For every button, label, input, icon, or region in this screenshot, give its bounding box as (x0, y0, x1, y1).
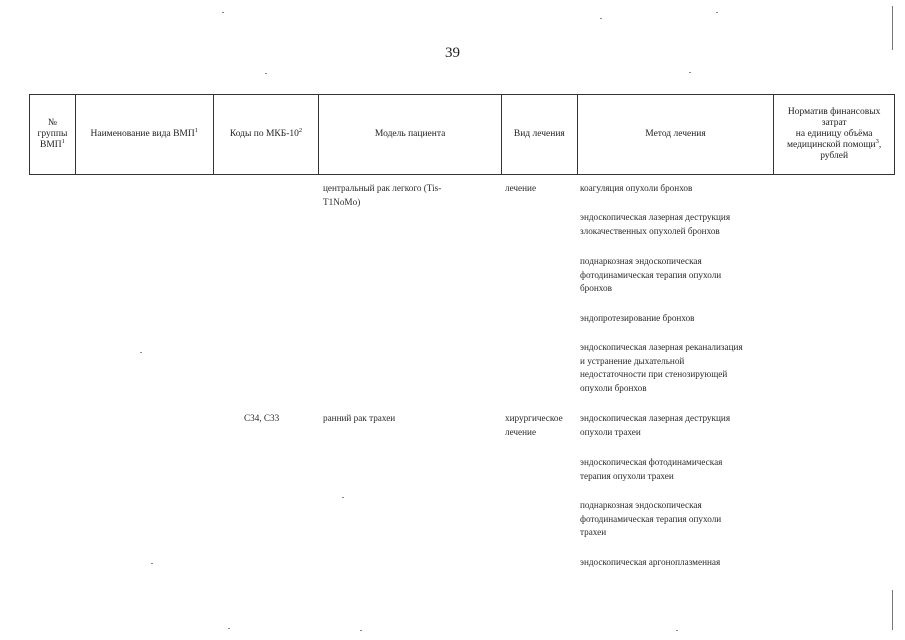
treatment-method-item: поднаркозная эндоскопическая фотодинамическая терапия опухоли трахеи (580, 500, 722, 537)
header-treatment-method: Метод лечения (578, 95, 775, 174)
treatment-method-item: эндоскопическая лазерная реканализация и устранение дыхательной недостаточности при стенозирующей опухоли бронхов (580, 342, 743, 393)
treatment-method-item: эндоскопическая аргоноплазменная (580, 557, 721, 567)
scan-speck (360, 630, 362, 631)
treatment-method-item: эндопротезирование бронхов (580, 313, 695, 323)
header-cost-standard: Норматив финансовых затрат на единицу объёма медицинской помощи$^3$, рублей (787, 107, 882, 161)
table-header (29, 94, 895, 175)
scan-speck (689, 72, 691, 73)
scan-speck (600, 18, 602, 19)
scan-speck (151, 563, 153, 564)
scan-speck (342, 497, 344, 498)
treatment-type-cell: хирургическое лечение (505, 413, 563, 437)
scan-speck (140, 352, 142, 353)
treatment-method-item: эндоскопическая фотодинамическая терапия опухоли трахеи (580, 457, 723, 481)
page-number: 39 (445, 45, 460, 61)
scan-edge-mark (892, 6, 893, 50)
scan-speck (716, 12, 718, 13)
patient-model-cell: ранний рак трахеи (323, 413, 396, 423)
treatment-method-item: эндоскопическая лазерная деструкция опухоли трахеи (580, 413, 731, 437)
header-patient-model: Модель пациента (319, 95, 502, 174)
treatment-method-item: поднаркозная эндоскопическая фотодинамическая терапия опухоли бронхов (580, 256, 722, 293)
patient-model-cell: центральный рак легкого (Tis- T1NoMo) (323, 183, 442, 207)
scan-edge-mark (892, 590, 893, 630)
treatment-type-cell: лечение (505, 183, 537, 193)
header-icd-codes: Коды по МКБ-$10^2$ (214, 95, 320, 174)
treatment-method-item: коагуляция опухоли бронхов (580, 183, 693, 193)
scan-speck (222, 12, 224, 13)
header-treatment-type: Вид лечения (502, 95, 578, 174)
scan-speck (265, 73, 267, 74)
header-group-number: № группы ВМП$^1$ (30, 95, 76, 174)
scan-speck (228, 628, 230, 629)
header-vmp-name: Наименование вида ВМП$^1$ (76, 95, 214, 174)
icd-codes-cell: C34, C33 (244, 413, 280, 423)
scan-speck (676, 630, 678, 631)
treatment-method-item: эндоскопическая лазерная деструкция злокачественных опухолей бронхов (580, 212, 731, 236)
